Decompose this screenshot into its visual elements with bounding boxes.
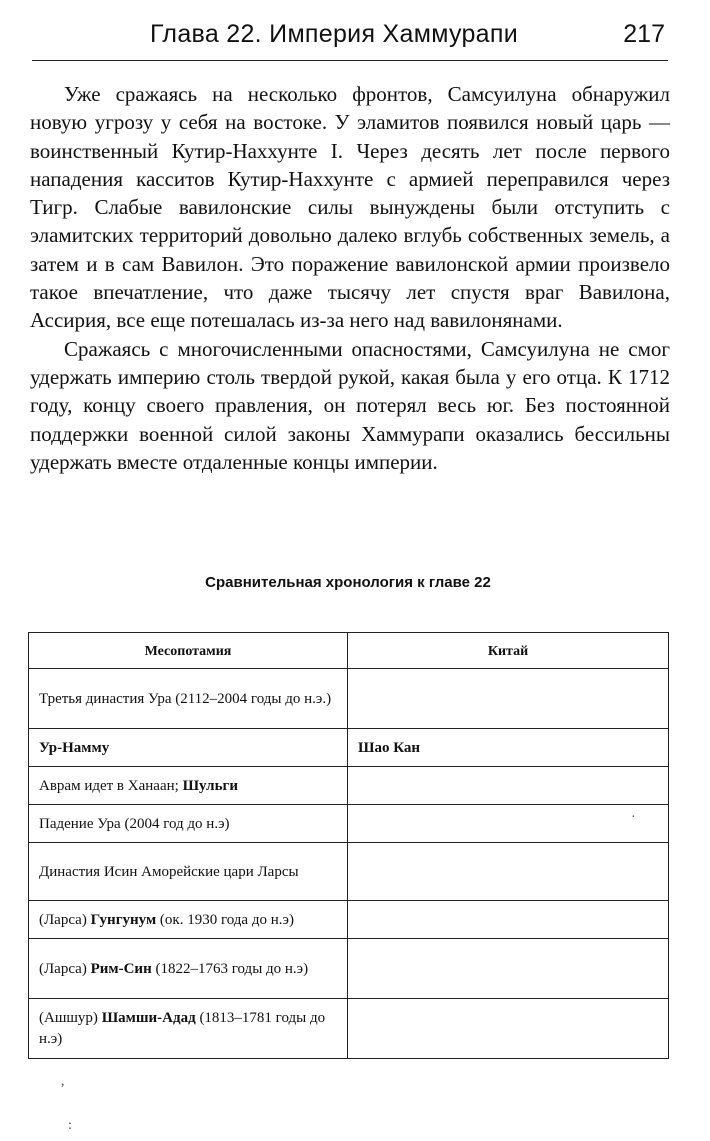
mesopotamia-cell: Ур-Намму	[29, 729, 348, 767]
column-header-china: Китай	[348, 633, 669, 669]
table-header-row	[29, 633, 669, 669]
mesopotamia-cell: Аврам идет в Ханаан; Шульги	[29, 767, 348, 805]
body-text	[30, 80, 670, 476]
chronology-table	[28, 632, 669, 1059]
scan-speck: :	[68, 1118, 72, 1133]
china-cell: Шао Кан	[348, 729, 669, 767]
table-row	[29, 901, 669, 939]
china-cell	[348, 901, 669, 939]
mesopotamia-cell: Третья династия Ура (2112–2004 годы до н.э.)	[29, 669, 348, 729]
running-header	[30, 20, 670, 60]
table-row	[29, 843, 669, 901]
china-cell	[348, 805, 669, 843]
header-rule	[32, 60, 668, 61]
scan-speck: ,	[61, 1074, 65, 1089]
table-row	[29, 767, 669, 805]
scan-speck: ·	[631, 810, 636, 825]
china-cell	[348, 767, 669, 805]
table-row	[29, 669, 669, 729]
table-row	[29, 729, 669, 767]
mesopotamia-cell: Династия Исин Аморейские цари Ларсы	[29, 843, 348, 901]
china-cell	[348, 843, 669, 901]
page-number: 217	[623, 20, 665, 48]
mesopotamia-cell: (Ашшур) Шамши-Адад (1813–1781 годы до н.э)	[29, 999, 348, 1059]
table-row	[29, 939, 669, 999]
table-row	[29, 999, 669, 1059]
paragraph: Уже сражаясь на несколько фронтов, Самсуилуна обнаружил новую угрозу у себя на востоке. У эламитов появился новый царь — воинственный Кутир-Наххунте I. Через десять лет после первого нападения касситов Кутир-Наххунте с армией переправился через Тигр. Слабые вавилонские силы вынуждены были отступить с эламитских территорий довольно далеко вглубь собственных земель, а затем и в сам Вавилон. Это поражение вавилонской армии произвело такое впечатление, что даже тысячу лет спустя враг Вавилона, Ассирия, все еще потешалась из-за него над вавилонянами.	[30, 82, 670, 333]
china-cell	[348, 669, 669, 729]
mesopotamia-cell: (Ларса) Рим-Син (1822–1763 годы до н.э)	[29, 939, 348, 999]
table-title: Сравнительная хронология к главе 22	[205, 574, 491, 591]
table-row	[29, 805, 669, 843]
mesopotamia-cell: (Ларса) Гунгунум (ок. 1930 года до н.э)	[29, 901, 348, 939]
column-header-mesopotamia: Месопотамия	[29, 633, 348, 669]
chapter-title: Глава 22. Империя Хаммурапи	[150, 20, 518, 48]
mesopotamia-cell: Падение Ура (2004 год до н.э)	[29, 805, 348, 843]
china-cell	[348, 999, 669, 1059]
china-cell	[348, 939, 669, 999]
paragraph: Сражаясь с многочисленными опасностями, Самсуилуна не смог удержать империю столь твердой рукой, какая была у его отца. К 1712 году, концу своего правления, он потерял весь юг. Без постоянной поддержки военной силой законы Хаммурапи оказались бессильны удержать вместе отдаленные концы империи.	[30, 336, 670, 474]
